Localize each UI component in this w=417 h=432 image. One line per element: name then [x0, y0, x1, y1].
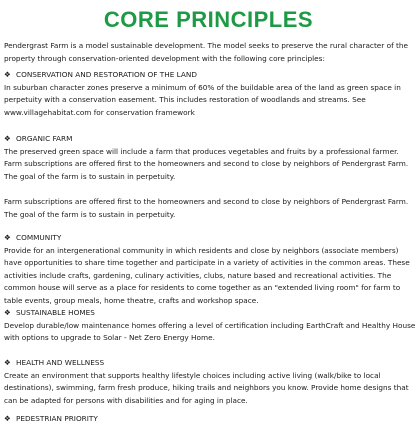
- section-pedestrian-priority: [4, 413, 415, 426]
- section-heading-text: COMMUNITY: [16, 233, 62, 242]
- body-line: The goal of the farm is to sustain in perpetuity.: [4, 209, 176, 219]
- body-line: The preserved green space will include a farm that produces vegetables and fruits by a professional farmer.: [4, 146, 399, 156]
- body-line: Farm subscriptions are offered first to the homeowners and second to close by neighbors of Pendergrast Farm.: [4, 196, 409, 206]
- section-heading-text: ORGANIC FARM: [16, 134, 73, 143]
- diamond-bullet-icon: ❖: [4, 134, 11, 143]
- body-line: perpetuity with a conservation easement. This includes restoration of woodlands and streams. See: [4, 95, 366, 105]
- section-heading: [4, 69, 415, 82]
- section-health-wellness: [4, 357, 415, 407]
- body-line: table events, group meals, home theatre, crafts and workshop space.: [4, 295, 259, 305]
- section-heading: [4, 413, 415, 426]
- section-heading-text: SUSTAINABLE HOMES: [16, 308, 95, 317]
- body-line: common house will serve as a place for residents to come together as an "extended living room" for farm to: [4, 283, 401, 293]
- intro-line: Pendergrast Farm is a model sustainable development. The model seeks to preserve the rural character of the: [4, 41, 408, 50]
- body-line: Provide for an intergenerational community in which residents and close by neighbors (associate members): [4, 245, 399, 255]
- body-line: In suburban character zones preserve a minimum of 60% of the buildable area of the land as green space in: [4, 82, 401, 92]
- section-heading-text: HEALTH AND WELLNESS: [16, 358, 105, 367]
- section-organic-farm: [4, 133, 415, 221]
- diamond-bullet-icon: ❖: [4, 358, 11, 367]
- section-heading: [4, 133, 415, 146]
- diamond-bullet-icon: ❖: [4, 233, 11, 242]
- intro-line: property through conservation-oriented development with the following core principles:: [4, 53, 325, 63]
- section-heading-text: CONSERVATION AND RESTORATION OF THE LAND: [16, 70, 197, 79]
- section-heading: [4, 357, 415, 370]
- intro-paragraph: [4, 40, 415, 65]
- page-title: CORE PRINCIPLES: [103, 7, 314, 32]
- diamond-bullet-icon: ❖: [4, 70, 11, 79]
- diamond-bullet-icon: ❖: [4, 308, 11, 317]
- body-line: destinations), swimming, farm fresh produce, hiking trails and neighbors you know. Provide home designs that: [4, 383, 409, 393]
- body-line: Create an environment that supports healthy lifestyle choices including active living (walk/bike to local: [4, 370, 381, 380]
- diamond-bullet-icon: ❖: [4, 414, 11, 423]
- section-heading: [4, 232, 415, 245]
- body-line: have opportunities to share time together and participate in a variety of activities in the common areas. These: [4, 258, 410, 268]
- body-line: activities include crafts, gardening, culinary activities, clubs, nature based and recreational activities. The: [4, 270, 392, 280]
- body-line: The goal of the farm is to sustain in perpetuity.: [4, 171, 176, 181]
- body-line: www.villagehabitat.com for conservation framework: [4, 107, 195, 117]
- section-community: [4, 232, 415, 308]
- body-line: Develop durable/low maintenance homes offering a level of certification including EarthCraft and Healthy House: [4, 320, 415, 330]
- body-line: can be adapted for persons with disabilities and for aging in place.: [4, 395, 248, 405]
- body-line: [4, 183, 415, 196]
- body-line: with options to upgrade to Solar - Net Zero Energy Home.: [4, 333, 215, 343]
- section-conservation: [4, 69, 415, 119]
- section-heading: [4, 307, 415, 320]
- body-line: Farm subscriptions are offered first to the homeowners and second to close by neighbors of Pendergrast Farm.: [4, 159, 409, 169]
- section-heading-text: PEDESTRIAN PRIORITY: [16, 414, 98, 423]
- section-sustainable-homes: [4, 307, 415, 345]
